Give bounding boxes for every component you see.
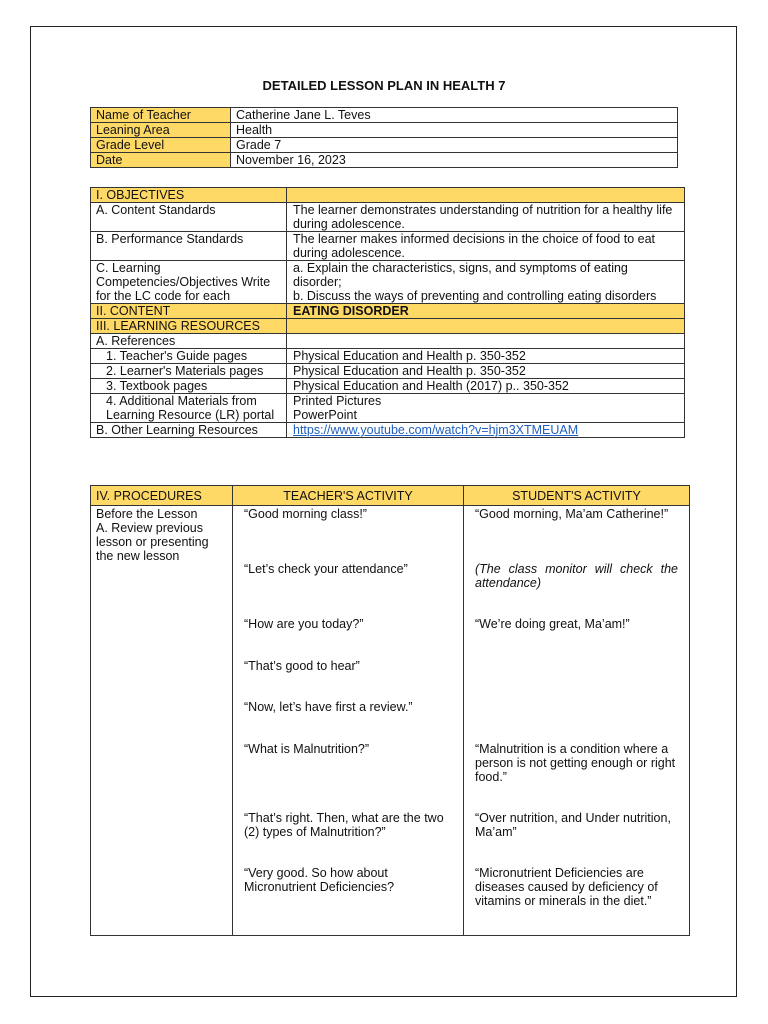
learners-materials-value: Physical Education and Health p. 350-352: [287, 364, 685, 379]
content-standards-label: A. Content Standards: [91, 203, 287, 232]
table-row: [91, 188, 685, 203]
performance-standards-label: B. Performance Standards: [91, 232, 287, 261]
table-row: [91, 506, 690, 936]
printed-pictures: Printed Pictures: [293, 394, 382, 408]
objectives-table: [90, 187, 685, 438]
info-label: Leaning Area: [91, 123, 231, 138]
competency-a: a. Explain the characteristics, signs, and symptoms of eating disorder;: [293, 261, 628, 289]
textbook-label: 3. Textbook pages: [91, 379, 287, 394]
table-row: [91, 364, 685, 379]
student-line: “Micronutrient Deficiencies are diseases caused by deficiency of vitamins or minerals in the diet.”: [475, 866, 658, 908]
objectives-header: I. OBJECTIVES: [91, 188, 287, 203]
table-row: [91, 423, 685, 438]
references-label: A. References: [91, 334, 287, 349]
procedures-table: [90, 485, 690, 936]
learning-resources-header: III. LEARNING RESOURCES: [91, 319, 287, 334]
table-row: [91, 304, 685, 319]
references-blank: [287, 334, 685, 349]
table-row: [91, 153, 678, 168]
teacher-line: “Very good. So how about Micronutrient Deficiencies?: [244, 866, 395, 894]
other-resources-label: B. Other Learning Resources: [91, 423, 287, 438]
learners-materials-label: 2. Learner's Materials pages: [91, 364, 287, 379]
textbook-value: Physical Education and Health (2017) p.. 350-352: [287, 379, 685, 394]
other-resources-cell: [287, 423, 685, 438]
table-row: [91, 486, 690, 506]
teacher-line: “That’s good to hear”: [244, 659, 360, 673]
additional-materials-label: 4. Additional Materials from Learning Resource (LR) portal: [91, 394, 287, 423]
content-topic: EATING DISORDER: [287, 304, 685, 319]
info-label: Name of Teacher: [91, 108, 231, 123]
table-row: [91, 394, 685, 423]
performance-standards-value: The learner makes informed decisions in the choice of food to eat during adolescence.: [287, 232, 685, 261]
table-row: [91, 349, 685, 364]
teacher-line: “That’s right. Then, what are the two (2) types of Malnutrition?”: [244, 811, 444, 839]
info-label: Grade Level: [91, 138, 231, 153]
table-row: [91, 108, 678, 123]
table-row: [91, 123, 678, 138]
student-line: “Over nutrition, and Under nutrition, Ma’am”: [475, 811, 671, 839]
learning-resources-blank: [287, 319, 685, 334]
info-value: Catherine Jane L. Teves: [231, 108, 678, 123]
content-standards-value: The learner demonstrates understanding of nutrition for a healthy life during adolescence.: [287, 203, 685, 232]
competency-b: b. Discuss the ways of preventing and controlling eating disorders: [293, 289, 657, 303]
procedures-header: IV. PROCEDURES: [91, 486, 233, 506]
youtube-link[interactable]: https://www.youtube.com/watch?v=hjm3XTMEUAM: [293, 423, 579, 437]
table-row: [91, 203, 685, 232]
teacher-line: “Now, let’s have first a review.”: [244, 700, 413, 714]
student-line: “We’re doing great, Ma’am!”: [475, 617, 630, 631]
powerpoint: PowerPoint: [293, 408, 357, 422]
info-label: Date: [91, 153, 231, 168]
teacher-line: “What is Malnutrition?”: [244, 742, 370, 756]
student-line: “Good morning, Ma’am Catherine!”: [475, 507, 669, 521]
teachers-activity-header: TEACHER'S ACTIVITY: [233, 486, 464, 506]
teacher-line: “Let’s check your attendance”: [244, 562, 408, 576]
procedure-step-cell: [91, 506, 233, 936]
teachers-guide-value: Physical Education and Health p. 350-352: [287, 349, 685, 364]
info-value: November 16, 2023: [231, 153, 678, 168]
teachers-guide-label: 1. Teacher's Guide pages: [91, 349, 287, 364]
students-activity-header: STUDENT'S ACTIVITY: [464, 486, 690, 506]
review-label: A. Review previous lesson or presenting the new lesson: [96, 521, 209, 563]
info-value: Health: [231, 123, 678, 138]
learning-competencies-label: C. Learning Competencies/Objectives Write for the LC code for each: [91, 261, 287, 304]
document-title: DETAILED LESSON PLAN IN HEALTH 7: [262, 78, 506, 93]
before-lesson-label: Before the Lesson: [96, 507, 198, 521]
table-row: [91, 232, 685, 261]
learning-competencies-value: [287, 261, 685, 304]
teacher-info-table: [90, 107, 678, 168]
table-row: [91, 261, 685, 304]
teacher-line: “Good morning class!”: [244, 507, 367, 521]
student-line: (The class monitor will check the attendance): [475, 562, 678, 590]
table-row: [91, 379, 685, 394]
student-line: “Malnutrition is a condition where a person is not getting enough or right food.”: [475, 742, 676, 784]
student-activity-cell: [464, 506, 690, 936]
teacher-line: “How are you today?”: [244, 617, 364, 631]
content-header: II. CONTENT: [91, 304, 287, 319]
additional-materials-value: [287, 394, 685, 423]
info-value: Grade 7: [231, 138, 678, 153]
table-row: [91, 319, 685, 334]
objectives-header-blank: [287, 188, 685, 203]
teacher-activity-cell: [233, 506, 464, 936]
table-row: [91, 334, 685, 349]
table-row: [91, 138, 678, 153]
